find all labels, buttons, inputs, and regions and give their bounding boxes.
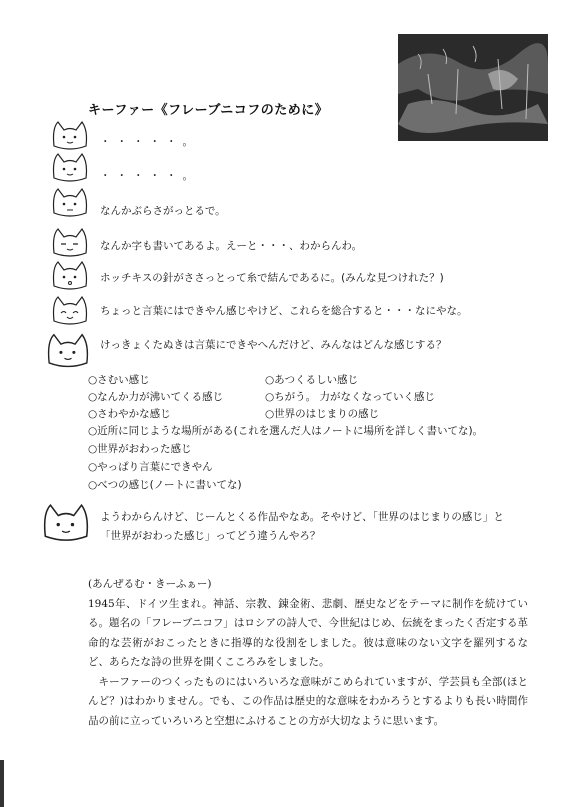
dialogue-line: けっきょくたぬきは言葉にできやへんだけど、みんなはどんな感じする？ [100, 339, 447, 351]
cat-face-icon [50, 225, 90, 259]
dialogue-line: ・・・・・。 [100, 170, 199, 182]
page-title: キーファー《フレーブニコフのために》 [88, 103, 329, 118]
closing-line: 「世界がおわった感じ」ってどう違うんやろ？ [100, 530, 321, 542]
artwork-photo [398, 34, 548, 141]
cat-face-icon [40, 500, 92, 544]
cat-face-icon [44, 330, 92, 370]
option-left: ○さむい感じ [88, 374, 150, 386]
page-edge-mark [0, 760, 4, 807]
dialogue-line: ホッチキスの針がささっとって糸で結んであるに。(みんな見つけれた？) [100, 272, 444, 284]
dialogue-line: なんか字も書いてあるよ。えーと・・・、わからんわ。 [100, 240, 363, 252]
cat-face-icon [50, 118, 90, 152]
closing-remark [100, 508, 504, 546]
artist-reading: (あんぜるむ・きーふぁー) [88, 578, 212, 590]
option-left: ○さわやかな感じ [88, 408, 171, 420]
artist-bio [88, 575, 528, 731]
cat-face-icon [50, 185, 90, 219]
bio-paragraph: 1945年、ドイツ生まれ。神話、宗教、錬金術、悲劇、歴史などをテーマに制作を続けている。題名の「フレーブニコフ」はロシアの詩人で、今世紀はじめ、伝統をまったく否定する革命的な芸術がおこったときに指導的な役割をしました。彼は意味のない文字を羅列するなど、あらたな詩の世界を開くこころみをしました。 [88, 597, 528, 668]
cat-face-icon [50, 293, 90, 327]
option-full: ○やっぱり言葉にできやん [88, 461, 213, 473]
option-full: ○世界がおわった感じ [88, 443, 192, 455]
closing-line: ようわからんけど、じーんとくる作品やなあ。そやけど、「世界のはじまりの感じ」と [100, 511, 504, 523]
cat-face-icon [50, 150, 90, 184]
option-full: ○べつの感じ(ノートに書いてな) [88, 479, 242, 491]
dialogue-line: ちょっと言葉にはできやん感じやけど、これらを総合すると・・・なにやな。 [100, 305, 468, 317]
option-full: ○近所に同じような場所がある(これを選んだ人はノートに場所を詳しく書いてな)。 [88, 425, 484, 437]
option-right: ○世界のはじまりの感じ [265, 408, 380, 420]
option-right: ○ちがう。 力がなくなっていく感じ [265, 391, 435, 403]
dialogue-line: なんかぶらさがっとるで。 [100, 205, 226, 217]
option-right: ○あつくるしい感じ [265, 374, 359, 386]
bio-paragraph: キーファーのつくったものにはいろいろな意味がこめられていますが、学芸員も全部(ほとんど？)はわかりません。でも、この作品は歴史的な意味をわかろうとするよりも長い時間作品の前に立っていろいろと空想にふけることの方が大切なように思います。 [88, 675, 528, 727]
cat-face-icon [50, 258, 90, 292]
dialogue-line: ・・・・・。 [100, 136, 199, 148]
option-left: ○なんか力が沸いてくる感じ [88, 391, 224, 403]
